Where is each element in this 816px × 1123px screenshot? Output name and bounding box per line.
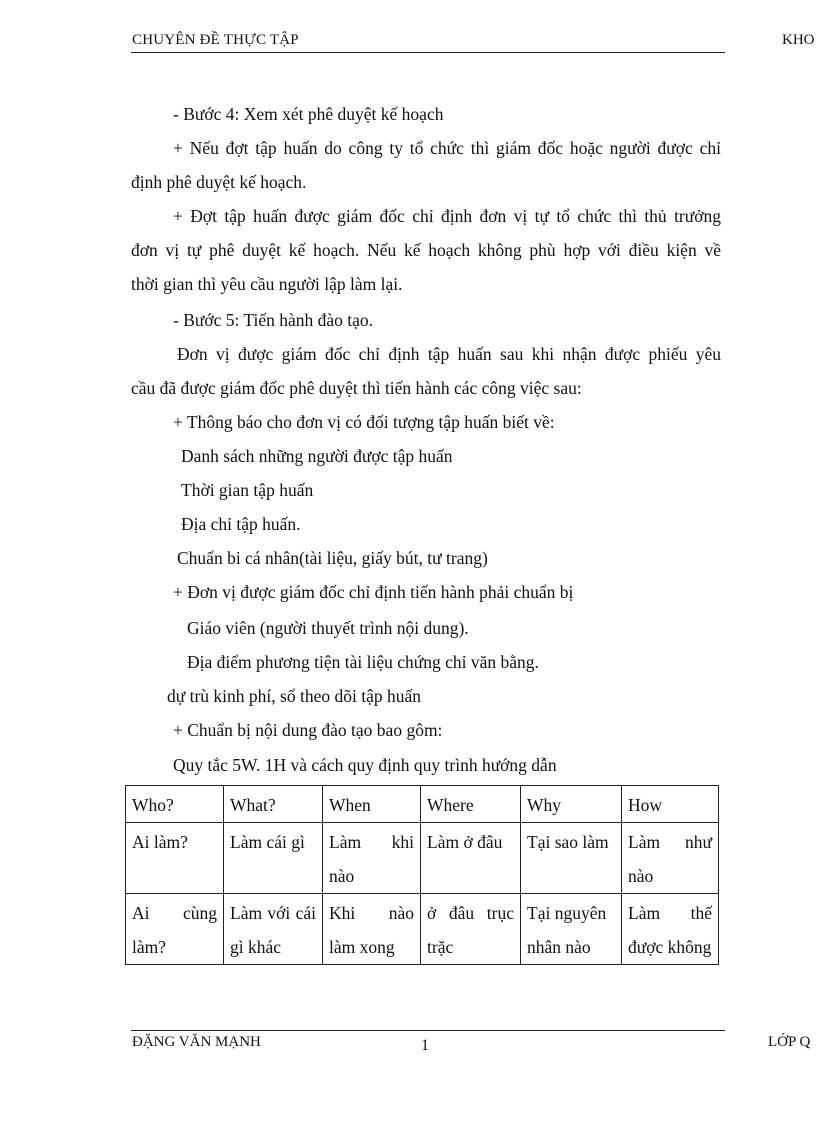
paragraph-3-line-1: Đơn vị được giám đốc chỉ định tập huấn sau khi nhận được phiếu yêu xyxy=(177,344,721,364)
5w1h-table xyxy=(125,785,719,965)
table-cell xyxy=(622,823,719,894)
list-item-venue: Địa điểm phương tiện tài liệu chứng chỉ văn bằng. xyxy=(187,652,539,672)
page-number: 1 xyxy=(421,1037,429,1054)
footer-class: LỚP Q xyxy=(768,1034,811,1050)
list-item-budget: dự trù kinh phí, sổ theo dõi tập huấn xyxy=(167,686,421,706)
table-cell: Làm cái gì xyxy=(224,823,323,894)
paragraph-1-line-2: định phê duyệt kế hoạch. xyxy=(131,172,307,192)
table-header-cell: What? xyxy=(224,786,323,823)
table-cell-text: Làm với cái gì khác xyxy=(230,903,316,957)
table-row xyxy=(126,894,719,965)
list-item-teacher: Giáo viên (người thuyết trình nội dung). xyxy=(187,618,469,638)
table-cell xyxy=(421,894,521,965)
table-cell-text: Ai cùng làm? xyxy=(132,903,217,957)
paragraph-1-line-1: + Nếu đợt tập huấn do công ty tổ chức thì giám đốc hoặc người được chỉ xyxy=(173,138,721,158)
step-5-heading: - Bước 5: Tiến hành đào tạo. xyxy=(173,310,374,330)
table-cell xyxy=(224,894,323,965)
table-header-cell: Who? xyxy=(126,786,224,823)
notify-item: + Thông báo cho đơn vị có đối tượng tập huấn biết về: xyxy=(173,412,555,432)
table-cell: Ai làm? xyxy=(126,823,224,894)
table-cell xyxy=(323,823,421,894)
table-cell: Làm ở đâu xyxy=(421,823,521,894)
rule-5w1h-caption: Quy tắc 5W. 1H và cách quy định quy trình hướng dẫn xyxy=(173,755,557,775)
table-cell xyxy=(126,894,224,965)
table-header-row xyxy=(126,786,719,823)
table-cell-text: Làm thế được không xyxy=(628,903,712,957)
footer-author: ĐẶNG VĂN MẠNH xyxy=(132,1034,261,1050)
table-header-cell: Where xyxy=(421,786,521,823)
list-item-time: Thời gian tập huấn xyxy=(181,480,314,500)
header-right-text: KHO xyxy=(782,32,815,48)
table-header-cell: Why xyxy=(521,786,622,823)
table-cell: Tại nguyên nhân nào xyxy=(521,894,622,965)
step-4-heading: - Bước 4: Xem xét phê duyệt kế hoạch xyxy=(173,104,444,124)
table-cell-text: Khi nào làm xong xyxy=(329,903,414,957)
table-cell-text: Làm như nào xyxy=(628,832,712,886)
content-item: + Chuẩn bị nội dung đào tạo bao gôm: xyxy=(173,720,443,740)
header-title: CHUYÊN ĐỀ THỰC TẬP xyxy=(132,32,299,48)
table-header-cell: When xyxy=(323,786,421,823)
paragraph-3-line-2: cầu đã được giám đốc phê duyệt thì tiến hành các công việc sau: xyxy=(131,378,582,398)
list-item-personal-prep: Chuẩn bi cá nhân(tài liệu, giấy bút, tư trang) xyxy=(177,548,488,568)
footer-divider xyxy=(131,1030,725,1031)
list-item-address: Địa chỉ tập huấn. xyxy=(181,514,301,534)
paragraph-2-line-2: đơn vị tự phê duyệt kế hoạch. Nếu kế hoạch không phù hợp với điều kiện về xyxy=(131,240,721,260)
paragraph-2-line-1: + Đợt tập huấn được giám đốc chỉ định đơn vị tự tổ chức thì thủ trưởng xyxy=(173,206,721,226)
table-header-cell: How xyxy=(622,786,719,823)
table-cell-text: ở đâu trục trặc xyxy=(427,903,514,957)
header-divider xyxy=(131,52,725,53)
table-cell xyxy=(622,894,719,965)
prepare-item: + Đơn vị được giám đốc chỉ định tiến hành phải chuẩn bị xyxy=(173,582,574,602)
table-cell xyxy=(521,823,622,894)
table-cell-text: Làm khi nào xyxy=(329,832,414,886)
table-cell-text: Tại sao làm xyxy=(527,832,609,852)
paragraph-2-line-3: thời gian thì yêu cầu người lập làm lại. xyxy=(131,274,403,294)
table-row xyxy=(126,823,719,894)
list-item-participants: Danh sách những người được tập huấn xyxy=(181,446,453,466)
table-cell xyxy=(323,894,421,965)
